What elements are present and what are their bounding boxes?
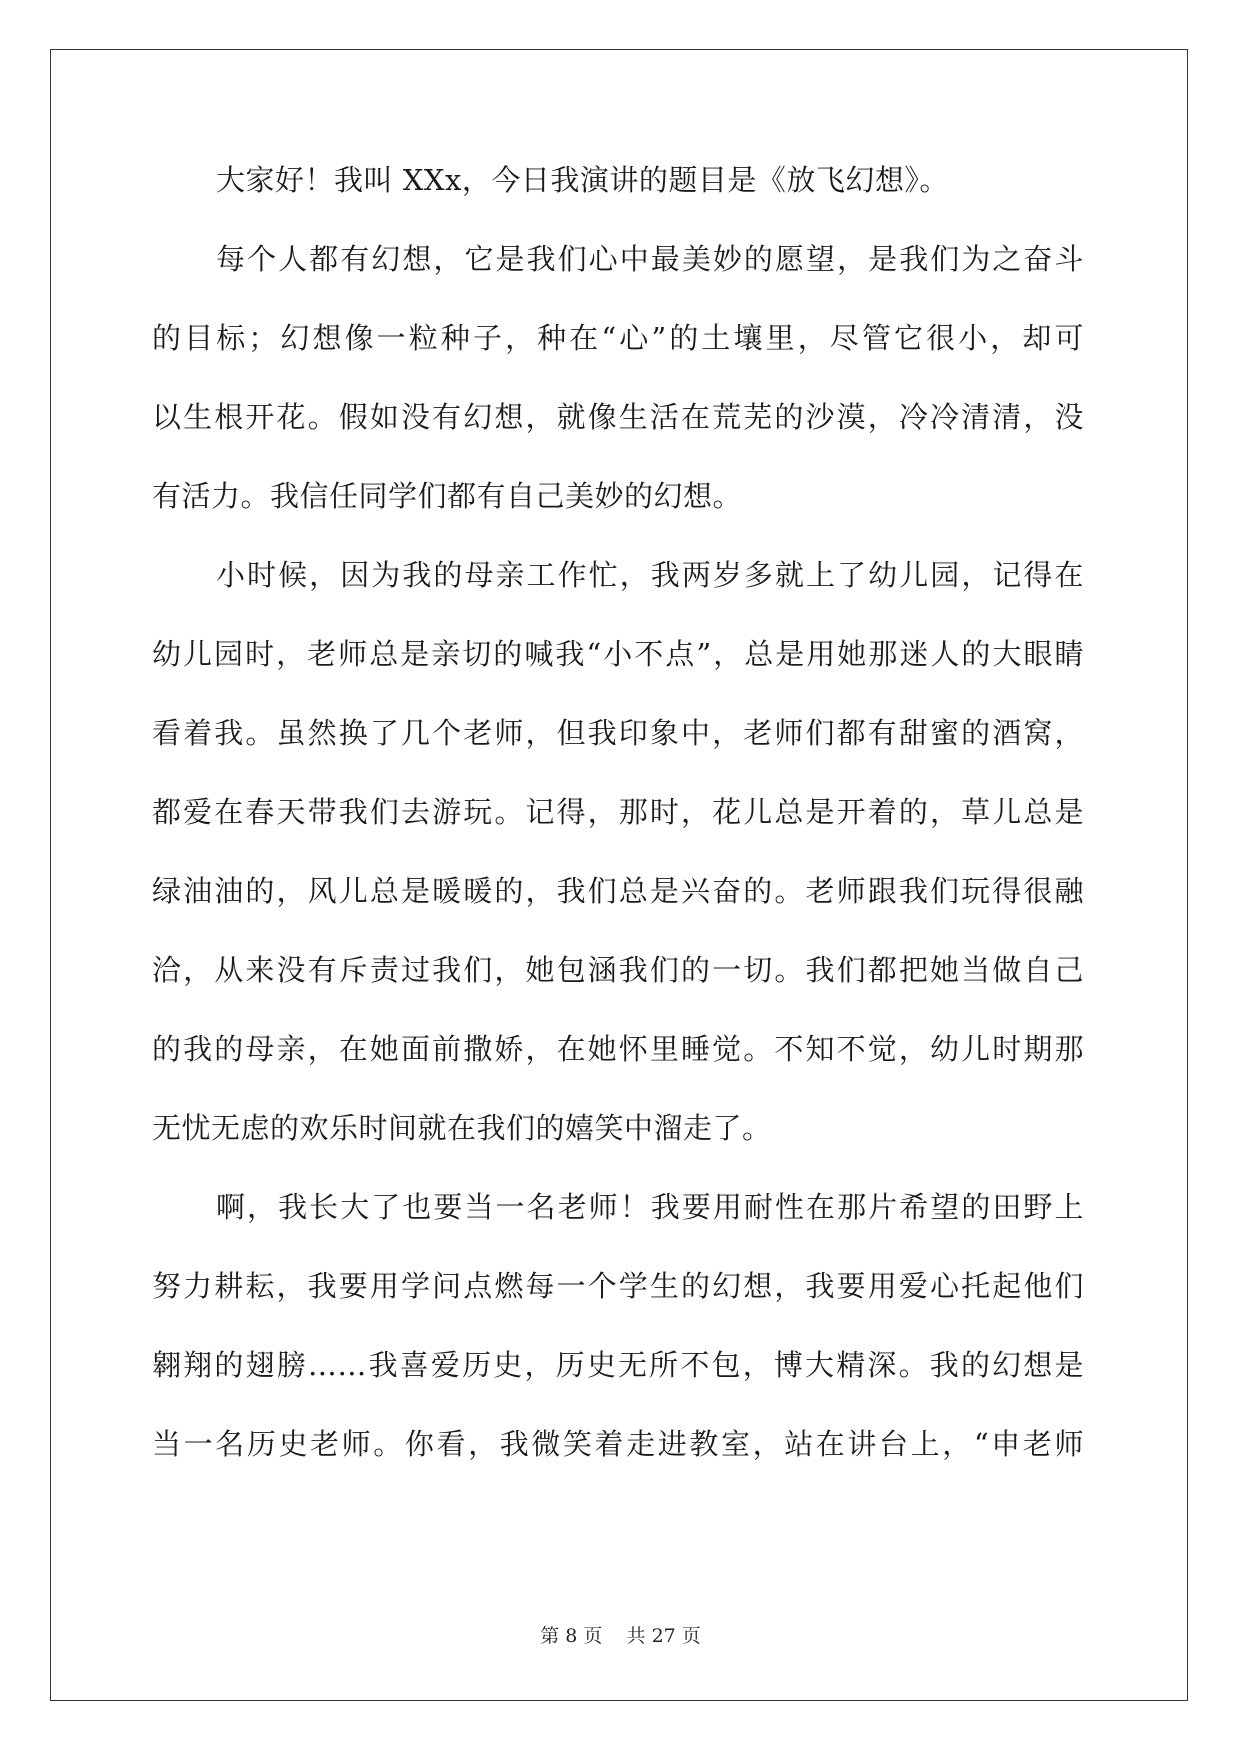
page-total: 共 27 页: [626, 1625, 701, 1647]
paragraph-dream-line-3: 以生根开花。假如没有幻想，就像生活在荒芜的沙漠，冷冷清清，没: [152, 400, 1084, 434]
paragraph-dream-line-2: 的目标；幻想像一粒种子，种在“心”的土壤里，尽管它很小，却可: [152, 321, 1084, 355]
paragraph-teacher-line-3: 翱翔的翅膀……我喜爱历史，历史无所不包，博大精深。我的幻想是: [152, 1348, 1084, 1382]
paragraph-greeting-line: 大家好！我叫 XXx，今日我演讲的题目是《放飞幻想》。: [216, 163, 949, 197]
paragraph-childhood-line-6: 洽，从来没有斥责过我们，她包涵我们的一切。我们都把她当做自己: [152, 953, 1084, 987]
paragraph-dream-line-4: 有活力。我信任同学们都有自己美妙的幻想。: [152, 479, 743, 513]
paragraph-childhood-line-7: 的我的母亲，在她面前撒娇，在她怀里睡觉。不知不觉，幼儿时期那: [152, 1032, 1084, 1066]
paragraph-teacher-line-2: 努力耕耘，我要用学问点燃每一个学生的幻想，我要用爱心托起他们: [152, 1269, 1084, 1303]
paragraph-childhood-line-5: 绿油油的，风儿总是暖暖的，我们总是兴奋的。老师跟我们玩得很融: [152, 874, 1084, 908]
page-footer: [0, 1624, 1241, 1648]
paragraph-childhood-line-4: 都爱在春天带我们去游玩。记得，那时，花儿总是开着的，草儿总是: [152, 795, 1084, 829]
paragraph-childhood-line-8: 无忧无虑的欢乐时间就在我们的嬉笑中溜走了。: [152, 1111, 772, 1145]
paragraph-childhood-line-3: 看着我。虽然换了几个老师，但我印象中，老师们都有甜蜜的酒窝，: [152, 716, 1084, 750]
paragraph-dream-line-1: 每个人都有幻想，它是我们心中最美妙的愿望，是我们为之奋斗: [216, 242, 1084, 276]
page-number: 第 8 页: [540, 1625, 603, 1647]
paragraph-teacher-line-4: 当一名历史老师。你看，我微笑着走进教室，站在讲台上，“申老师: [152, 1427, 1084, 1461]
paragraph-childhood-line-1: 小时候，因为我的母亲工作忙，我两岁多就上了幼儿园，记得在: [216, 558, 1084, 592]
paragraph-teacher-line-1: 啊，我长大了也要当一名老师！我要用耐性在那片希望的田野上: [216, 1190, 1084, 1224]
paragraph-childhood-line-2: 幼儿园时，老师总是亲切的喊我“小不点”，总是用她那迷人的大眼睛: [152, 637, 1084, 671]
